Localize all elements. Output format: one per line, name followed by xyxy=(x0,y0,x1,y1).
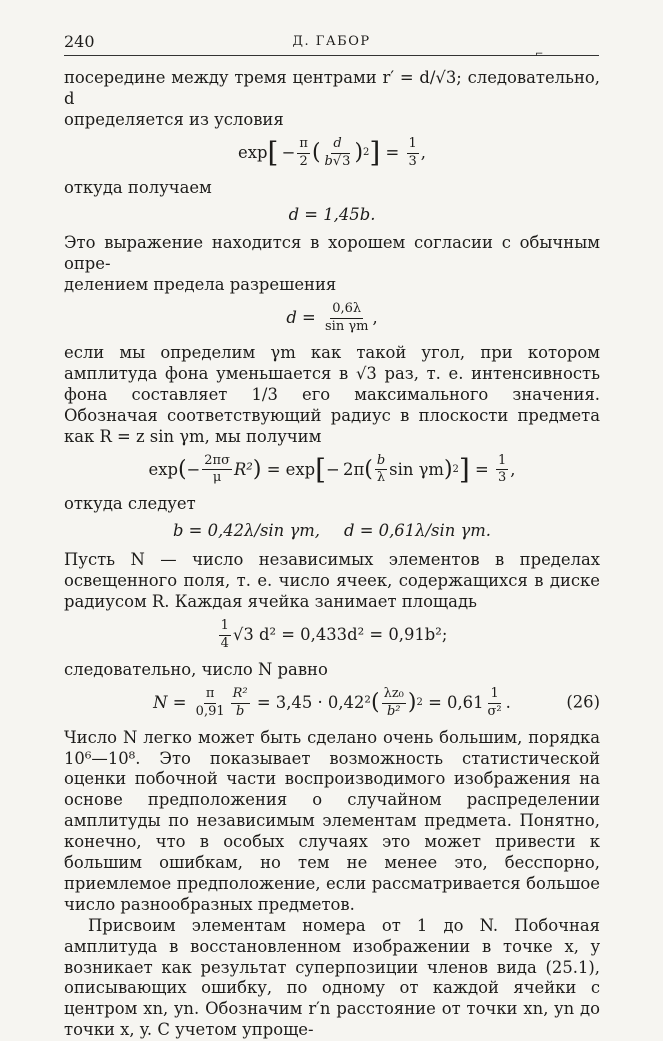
paragraph-3: Это выражение находится в хорошем согласии с обычным опре- делением предела разрешения xyxy=(64,233,600,295)
paragraph-1 xyxy=(64,68,600,131)
paragraph-8: Число N легко может быть сделано очень большим, порядка 10⁶—10⁸. Это показывает возможность статистической оценки побочной части воспроизводимого изображения на основе предположения о случайном распределении амплитуды по независимым элементам предмета. Понятно, конечно, что в особых случаях это может привести к большим ошибкам, но тем не менее это, бесспорно, приемлемое предположение, если рассматривается большое число разнообразных предметов. xyxy=(64,727,600,914)
page-body xyxy=(64,68,600,1041)
p1-line2: определяется из условия xyxy=(64,109,284,129)
header-rule xyxy=(64,55,599,56)
formula-2: d = 1,45b. xyxy=(288,204,376,224)
formula-3: d = $\frac{0,6\lambda}{\text{sin γm}}$ , xyxy=(286,301,378,335)
p1-line1: посередине между тремя центрами r′ = d/√3; следовательно, d xyxy=(64,68,600,108)
page-header xyxy=(64,32,599,54)
formula-4: exp ( − $\frac{2\pi\sigma}{\mu}$ R² ) = exp [ − 2π ( $\frac{b}{\lambda}$ sin γm ) 2 ] = $\frac{1}{3}$ , xyxy=(148,452,516,486)
margin-mark: ⌐ xyxy=(535,49,544,60)
formula-26: N = $\frac{\pi}{0,91}$ $\frac{\text{R²}}{b}$ = 3,45 · 0,42² ( $\frac{\text{λz₀}}{\text{b²}}$ ) 2 = 0,61 $\frac{1}{\text{σ²}}$ . (26) xyxy=(153,685,600,719)
page-number: 240 xyxy=(64,32,95,51)
formula-5: b = 0,42λ/sin γm, d = 0,61λ/sin γm. xyxy=(172,521,492,541)
paragraph-6: Пусть N — число независимых элементов в пределах освещенного поля, т. е. число ячеек, содержащихся в диске радиусом R. Каждая ячейка занимает площадь xyxy=(64,550,600,612)
paragraph-9: Присвоим элементам номера от 1 до N. Побочная амплитуда в восстановленном изображении в точке x, y возникает как результат суперпозиции членов вида (25.1), описывающих ошибку, по одному от каждой ячейки с центром xn, yn. Обозначим r′n расстояние от точки xn, yn до точки x, y. С учетом упроще- xyxy=(64,915,600,1040)
formula-1: exp [ − $\frac{\pi}{2}$ ( $\frac{d}{b√3}$ ) 2 ] = $\frac{1}{3}$ , xyxy=(238,135,426,170)
paragraph-7: следовательно, число N равно xyxy=(64,659,328,679)
formula-6: $\frac{1}{4}$ √3 d² = 0,433d² = 0,91b²; xyxy=(220,617,448,651)
paragraph-2: откуда получаем xyxy=(64,177,212,197)
running-title: Д. ГАБОР xyxy=(292,34,371,49)
paragraph-5: откуда следует xyxy=(64,494,196,514)
paragraph-4: если мы определим γm как такой угол, при котором амплитуда фона уменьшается в √3 раз, т. е. интенсивность фона составляет 1/3 его максимального значения. Обозначая соответствующий радиус в плоскости предмета как R = z sin γm, мы получим xyxy=(64,343,600,446)
equation-number: (26) xyxy=(566,692,600,712)
